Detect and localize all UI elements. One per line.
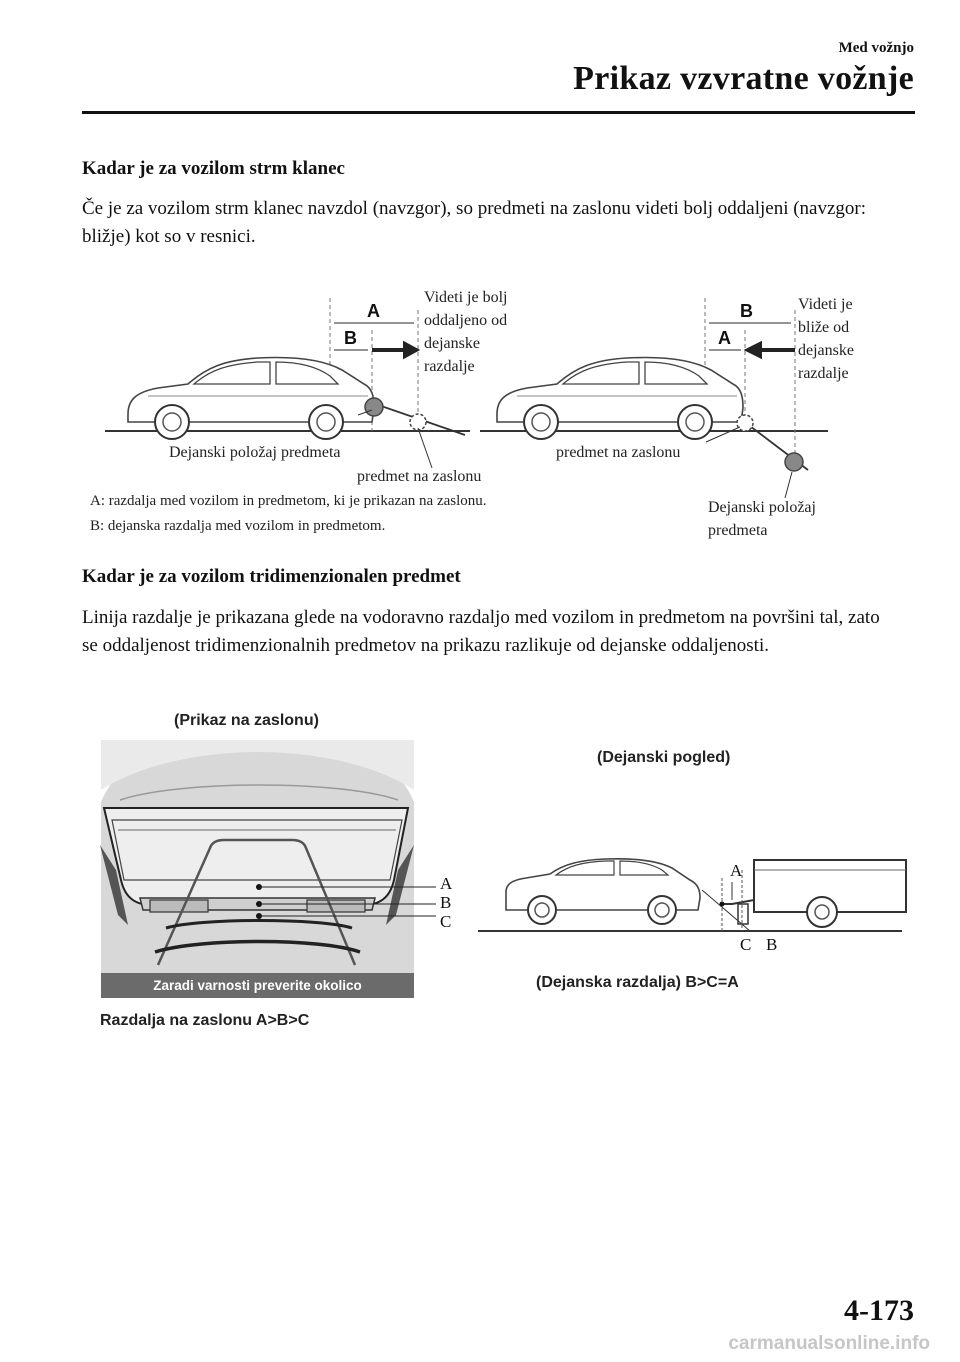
actual-letter-A: A <box>730 861 743 880</box>
page-header <box>0 0 960 120</box>
actual-letter-B: B <box>766 935 778 954</box>
section-paragraph-3d-object: Linija razdalje je prikazana glede na vodoravno razdaljo med vozilom in predmetom na površini tal, zato se oddaljenost tridimenzionalnih predmetov na prikazu razlikuje od dejanske oddaljenosti. <box>82 607 880 656</box>
header-rule <box>82 111 915 114</box>
actual-view-title: (Dejanski pogled) <box>597 749 731 766</box>
section-heading-slope: Kadar je za vozilom strm klanec <box>82 158 345 179</box>
left-label-B: B <box>344 328 357 348</box>
section-label: Med vožnjo <box>838 40 914 56</box>
right-label-B: B <box>740 301 753 321</box>
left-callout: Videti je bolj oddaljeno od dejanske razdalje <box>424 289 508 375</box>
screen-letter-B: B <box>440 893 452 912</box>
actual-letter-C: C <box>740 935 752 954</box>
section-paragraph-slope: Če je za vozilom strm klanec navzdol (navzgor), so predmeti na zaslonu videti bolj oddaljeni (navzgor: bližje) kot so v resnici. <box>82 198 867 247</box>
legend-B: B: dejanska razdalja med vozilom in predmetom. <box>90 518 386 534</box>
right-callout: Videti je bliže od dejanske razdalje <box>798 296 854 382</box>
slope-up-drawing <box>480 298 828 498</box>
screen-view-title: (Prikaz na zaslonu) <box>174 712 319 729</box>
left-label-A: A <box>367 301 380 321</box>
actual-view-figure <box>470 830 910 950</box>
section-heading-3d-object: Kadar je za vozilom tridimenzionalen predmet <box>82 566 461 587</box>
screen-distance-caption: Razdalja na zaslonu A>B>C <box>100 1012 310 1029</box>
screen-letter-C: C <box>440 912 452 931</box>
page-number: 4-173 <box>844 1294 914 1327</box>
watermark: carmanualsonline.info <box>728 1333 930 1354</box>
left-actual-position-label: Dejanski položaj predmeta <box>169 444 341 461</box>
left-on-screen-label: predmet na zaslonu <box>357 468 482 485</box>
screen-banner-text: Zaradi varnosti preverite okolico <box>153 978 362 993</box>
page-title: Prikaz vzvratne vožnje <box>573 60 914 97</box>
screen-letter-A: A <box>440 874 453 893</box>
right-label-A: A <box>718 328 731 348</box>
legend-A: A: razdalja med vozilom in predmetom, ki je prikazan na zaslonu. <box>90 493 487 509</box>
actual-distance-caption: (Dejanska razdalja) B>C=A <box>536 974 739 991</box>
right-actual-position-label: Dejanski položaj predmeta <box>708 499 816 539</box>
right-on-screen-label: predmet na zaslonu <box>556 444 681 461</box>
